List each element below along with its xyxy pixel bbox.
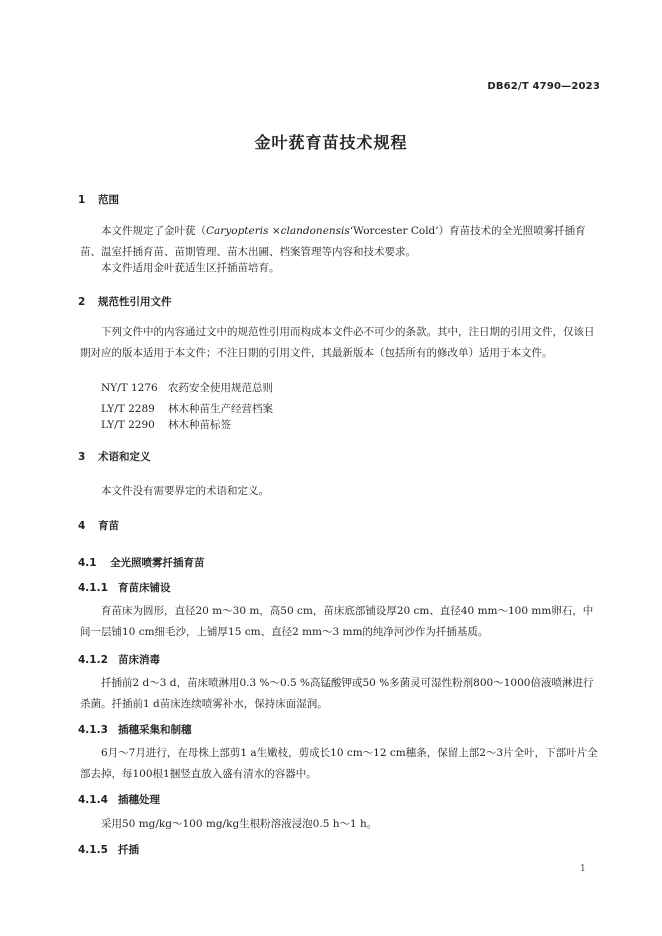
subsection-heading-bed xyxy=(78,580,171,595)
section-number: 2 xyxy=(78,296,86,308)
standard-code: DB62/T 4790—2023 xyxy=(487,81,600,92)
subsection-heading-treatment xyxy=(78,792,160,807)
section-title: 规范性引用文件 xyxy=(98,296,172,308)
section-heading-scope xyxy=(78,192,119,207)
section-number: 4.1.3 xyxy=(78,724,108,736)
section-number: 4.1.2 xyxy=(78,654,108,666)
reference-code: LY/T 2289 xyxy=(101,403,155,415)
section-number: 4.1.1 xyxy=(78,582,108,594)
reference-title: 农药安全使用规范总则 xyxy=(168,382,273,394)
section-title: 范围 xyxy=(98,194,119,206)
section-heading-seedling xyxy=(78,518,119,533)
document-title: 金叶莸育苗技术规程 xyxy=(254,133,408,152)
section-title: 苗床消毒 xyxy=(118,654,160,666)
cutting-paragraph: 6月～7月进行，在母株上部剪1 a生嫩枝，剪成长10 cm～12 cm穗条，保留上部2～3片全叶，下部叶片全部去掉，每100根1捆竖直放入盛有清水的容器中。 xyxy=(80,747,598,780)
subsection-heading-full-light-mist xyxy=(78,555,205,570)
scope-paragraph-2: 本文件适用金叶莸适生区扦插苗培育。 xyxy=(101,262,280,274)
subsection-heading-disinfect xyxy=(78,652,160,667)
references-intro: 下列文件中的内容通过文中的规范性引用而构成本文件必不可少的条款。其中，注日期的引用文件，仅该日期对应的版本适用于本文件；不注日期的引用文件，其最新版本（包括所有的修改单）适用于本文件。 xyxy=(80,326,595,359)
reference-item xyxy=(101,380,273,395)
section-title: 育苗 xyxy=(98,520,119,532)
section-number: 1 xyxy=(78,194,86,206)
section-title: 全光照喷雾扦插育苗 xyxy=(110,557,205,569)
section-title: 育苗床铺设 xyxy=(118,582,171,594)
disinfect-paragraph: 扦插前2 d～3 d，苗床喷淋用0.3 %～0.5 %高锰酸钾或50 %多菌灵可湿性粉剂800～1000倍液喷淋进行杀菌。扦插前1 d苗床连续喷雾补水，保持床面湿润。 xyxy=(80,677,594,710)
reference-item xyxy=(101,401,273,416)
scope-text-pre: 本文件规定了金叶莸（ xyxy=(101,225,206,237)
section-number: 4.1 xyxy=(78,557,97,569)
reference-title: 林木种苗生产经营档案 xyxy=(168,403,273,415)
scope-paragraph-1 xyxy=(80,221,600,263)
reference-item xyxy=(101,417,231,432)
page-number: 1 xyxy=(580,864,586,874)
bed-paragraph: 育苗床为圆形，直径20 m～30 m，高50 cm，苗床底部铺设厚20 cm、直径40 mm～100 mm卵石，中间一层铺10 cm细毛沙，上铺厚15 cm、直径2 mm～3 mm的纯净河沙作为扦插基质。 xyxy=(80,605,594,638)
reference-code: LY/T 2290 xyxy=(101,419,155,431)
section-number: 4 xyxy=(78,520,86,532)
reference-code: NY/T 1276 xyxy=(101,382,158,394)
treatment-paragraph: 采用50 mg/kg～100 mg/kg生根粉溶液浸泡0.5 h～1 h。 xyxy=(101,818,378,830)
section-title: 术语和定义 xyxy=(98,451,151,463)
section-number: 4.1.4 xyxy=(78,794,108,806)
section-heading-terms xyxy=(78,449,151,464)
section-number: 3 xyxy=(78,451,86,463)
section-title: 插穗处理 xyxy=(118,794,160,806)
subsection-heading-cutting xyxy=(78,722,192,737)
section-heading-references xyxy=(78,294,172,309)
scope-text-post: ‘Worcester Cold’）育苗技术的全光照喷雾扦插育苗、温室扦插育苗、苗期管理、苗木出圃、档案管理等内容和技术要求。 xyxy=(80,225,586,258)
section-title: 插穗采集和制穗 xyxy=(118,724,192,736)
section-number: 4.1.5 xyxy=(78,844,108,856)
reference-title: 林木种苗标签 xyxy=(168,419,231,431)
subsection-heading-insertion xyxy=(78,842,139,857)
terms-paragraph: 本文件没有需要界定的术语和定义。 xyxy=(101,485,269,497)
section-title: 扦插 xyxy=(118,844,139,856)
scope-latin-name: Caryopteris ×clandonensis xyxy=(206,225,350,237)
